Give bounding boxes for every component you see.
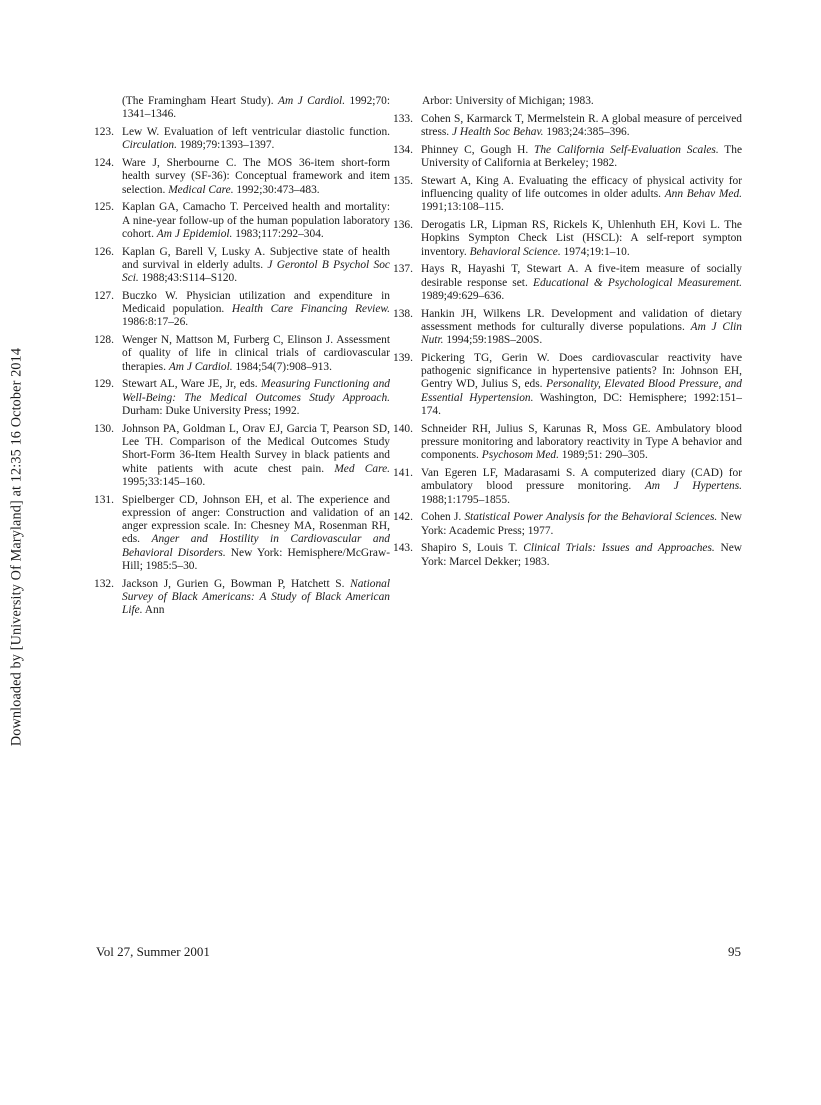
reference-title: Health Care Financing Review.	[231, 303, 390, 316]
reference-entry	[393, 219, 742, 259]
reference-number: 132.	[94, 577, 114, 590]
reference-text: Wenger N, Mattson M, Furberg C, Elinson J. Assessment of quality of life in clinical trials of cardiovascular therapies.	[122, 334, 390, 373]
reference-text: Lew W. Evaluation of left ventricular diastolic function.	[122, 125, 390, 138]
reference-number: 135.	[393, 174, 413, 187]
reference-title: Statistical Power Analysis for the Behavioral Sciences.	[464, 511, 718, 524]
reference-text: 1992;30:473–483.	[233, 183, 320, 196]
reference-entry	[393, 542, 742, 569]
reference-number: 124.	[94, 156, 114, 169]
reference-text: (The Framingham Heart Study).	[122, 95, 279, 107]
reference-title: Circulation.	[122, 139, 177, 152]
reference-title: Educational & Psychological Measurement.	[532, 276, 742, 289]
reference-text: 1992;70: 1341–1346.	[122, 95, 390, 121]
reference-text: Schneider RH, Julius S, Karunas R, Moss GE. Ambulatory blood pressure monitoring and laboratory reactivity in Type A behavior and components.	[421, 422, 742, 462]
reference-text: Derogatis LR, Lipman RS, Rickels K, Uhlenhuth EH, Kovi L. The Hopkins Sympton Check List (HSCL): A self-report sympton inventory.	[421, 218, 742, 258]
reference-number: 139.	[393, 351, 413, 364]
reference-entry	[422, 95, 742, 108]
reference-title: Anger and Hostility in Cardiovascular and Behavioral Disorders.	[122, 533, 390, 559]
reference-text: 1989;79:1393–1397.	[176, 139, 275, 152]
reference-title: Am J Hypertens.	[644, 480, 742, 493]
reference-entry	[393, 352, 742, 418]
reference-title: Personality, Elevated Blood Pressure, and Essential Hypertension.	[421, 378, 743, 404]
reference-text: The University of California at Berkeley; 1982.	[421, 143, 743, 169]
reference-title: The California Self-Evaluation Scales.	[534, 143, 719, 156]
reference-text: Stewart AL, Ware JE, Jr, eds.	[122, 378, 262, 391]
page-number: 95	[728, 944, 741, 959]
download-note: Downloaded by [University Of Maryland] at 12:35 16 October 2014	[8, 347, 25, 747]
reference-text: Arbor: University of Michigan; 1983.	[422, 95, 594, 107]
reference-entry	[94, 334, 390, 374]
reference-number: 125.	[94, 201, 114, 214]
reference-text: 1974;19:1–10.	[560, 245, 630, 258]
reference-entry	[393, 113, 742, 140]
reference-text: Phinney C, Gough H.	[421, 143, 534, 156]
reference-title: Measuring Functioning and Well-Being: The Medical Outcomes Study Approach.	[122, 378, 390, 404]
reference-entry	[94, 290, 390, 330]
reference-number: 131.	[94, 493, 114, 506]
reference-text: Kaplan GA, Camacho T. Perceived health and mortality: A nine-year follow-up of the human population laboratory cohort.	[122, 201, 390, 240]
reference-entry	[393, 467, 742, 507]
reference-entry	[393, 175, 742, 215]
reference-text: 1994;59:198S–200S.	[443, 334, 543, 347]
reference-title: Am J Cardiol.	[278, 95, 346, 107]
reference-title: Am J Cardiol.	[168, 360, 233, 373]
reference-text: 1983;24:385–396.	[543, 125, 630, 138]
reference-number: 137.	[393, 263, 413, 276]
reference-text: Pickering TG, Gerin W. Does cardiovascular reactivity have pathogenic significance in hypertensive patients? In: Johnson EH, Gentry WD, Julius S, eds.	[421, 351, 742, 391]
reference-text: Hays R, Hayashi T, Stewart A. A five-item measure of socially desirable response set.	[421, 263, 742, 289]
reference-entry	[94, 423, 390, 489]
reference-text: Stewart A, King A. Evaluating the efficacy of physical activity for influencing quality of life outcomes in older adults.	[421, 174, 742, 200]
journal-issue: Vol 27, Summer 2001	[96, 944, 210, 959]
reference-text: New York: Academic Press; 1977.	[421, 511, 742, 537]
reference-number: 136.	[393, 218, 413, 231]
reference-text: Spielberger CD, Johnson EH, et al. The experience and expression of anger: Construction and validation of an anger expression scale. In: Chesney MA, Rosenman RH, eds.	[122, 493, 390, 546]
reference-number: 140.	[393, 422, 413, 435]
reference-title: Medical Care.	[168, 183, 234, 196]
reference-text: 1984;54(7):908–913.	[232, 360, 332, 373]
reference-title: Am J Clin Nutr.	[421, 320, 742, 347]
reference-number: 142.	[393, 511, 413, 524]
reference-title: Ann Behav Med.	[664, 187, 743, 200]
reference-text: 1986:8:17–26.	[122, 316, 189, 329]
reference-entry	[393, 511, 742, 538]
reference-text: 1988;43:S114–S120.	[138, 272, 238, 285]
reference-text: Washington, DC: Hemisphere; 1992:151–174.	[421, 391, 742, 417]
reference-number: 141.	[393, 466, 413, 479]
reference-entry	[393, 308, 742, 348]
reference-number: 127.	[94, 289, 114, 302]
reference-title: Psychosom Med.	[481, 449, 559, 462]
reference-text: Jackson J, Gurien G, Bowman P, Hatchett S.	[122, 577, 351, 590]
reference-text: 1988;1:1795–1855.	[421, 493, 510, 506]
reference-number: 134.	[393, 143, 413, 156]
reference-entry	[94, 378, 390, 418]
reference-text: Shapiro S, Louis T.	[421, 542, 524, 555]
reference-list-right	[393, 95, 743, 573]
reference-entry	[94, 201, 390, 241]
reference-title: Clinical Trials: Issues and Approaches.	[523, 542, 715, 555]
reference-text: 1983;117:292–304.	[232, 227, 324, 240]
reference-text: 1989;51: 290–305.	[558, 449, 648, 462]
reference-text: 1991;13:108–115.	[421, 201, 504, 214]
reference-number: 129.	[94, 378, 114, 391]
reference-text: New York: Marcel Dekker; 1983.	[421, 542, 742, 568]
reference-title: J Health Soc Behav.	[452, 125, 544, 138]
reference-entry	[393, 144, 742, 171]
reference-entry	[94, 246, 390, 286]
reference-number: 126.	[94, 245, 114, 258]
reference-text: Ann	[142, 604, 165, 617]
reference-number: 138.	[393, 307, 413, 320]
reference-entry	[393, 263, 742, 303]
reference-text: New York: Hemisphere/McGraw-Hill; 1985:5–30.	[122, 546, 390, 573]
reference-text: Hankin JH, Wilkens LR. Development and validation of dietary assessment methods for culturally diverse populations.	[421, 307, 742, 333]
reference-number: 130.	[94, 422, 114, 435]
reference-text: Van Egeren LF, Madarasami S. A computerized diary (CAD) for ambulatory blood pressure monitoring.	[421, 466, 742, 493]
reference-title: Med Care.	[334, 462, 390, 475]
reference-text: Cohen J.	[421, 511, 465, 524]
reference-number: 128.	[94, 334, 114, 347]
reference-text: Durham: Duke University Press; 1992.	[122, 404, 300, 417]
reference-number: 143.	[393, 542, 413, 555]
reference-title: J Gerontol B Psychol Soc Sci.	[122, 258, 390, 285]
reference-entry	[393, 423, 742, 463]
reference-title: National Survey of Black Americans: A Study of Black American Life.	[122, 577, 390, 617]
reference-text: Buczko W. Physician utilization and expenditure in Medicaid population.	[122, 289, 390, 316]
reference-text: Johnson PA, Goldman L, Orav EJ, Garcia T, Pearson SD, Lee TH. Comparison of the Medical Outcomes Study Short-Form 36-Item Health Survey in black patients and white patients with acute chest pain.	[122, 422, 390, 475]
reference-text: 1989;49:629–636.	[421, 289, 505, 302]
reference-entry	[94, 494, 390, 574]
reference-text: Ware J, Sherbourne C. The MOS 36-item short-form health survey (SF-36): Conceptual framework and item selection.	[122, 156, 390, 196]
reference-number: 123.	[94, 125, 114, 138]
reference-title: Am J Epidemiol.	[156, 227, 233, 240]
reference-entry	[94, 126, 390, 153]
reference-text: 1995;33:145–160.	[122, 475, 206, 488]
reference-list-left	[94, 95, 390, 622]
reference-title: Behavioral Science.	[469, 245, 561, 258]
reference-number: 133.	[393, 112, 413, 125]
reference-entry	[94, 157, 390, 197]
reference-entry	[122, 95, 390, 122]
reference-text: Cohen S, Karmarck T, Mermelstein R. A global measure of perceived stress.	[421, 112, 742, 138]
download-watermark	[0, 0, 34, 1105]
reference-entry	[94, 578, 390, 618]
reference-text: Kaplan G, Barell V, Lusky A. Subjective state of health and survival in elderly adults.	[122, 245, 390, 271]
